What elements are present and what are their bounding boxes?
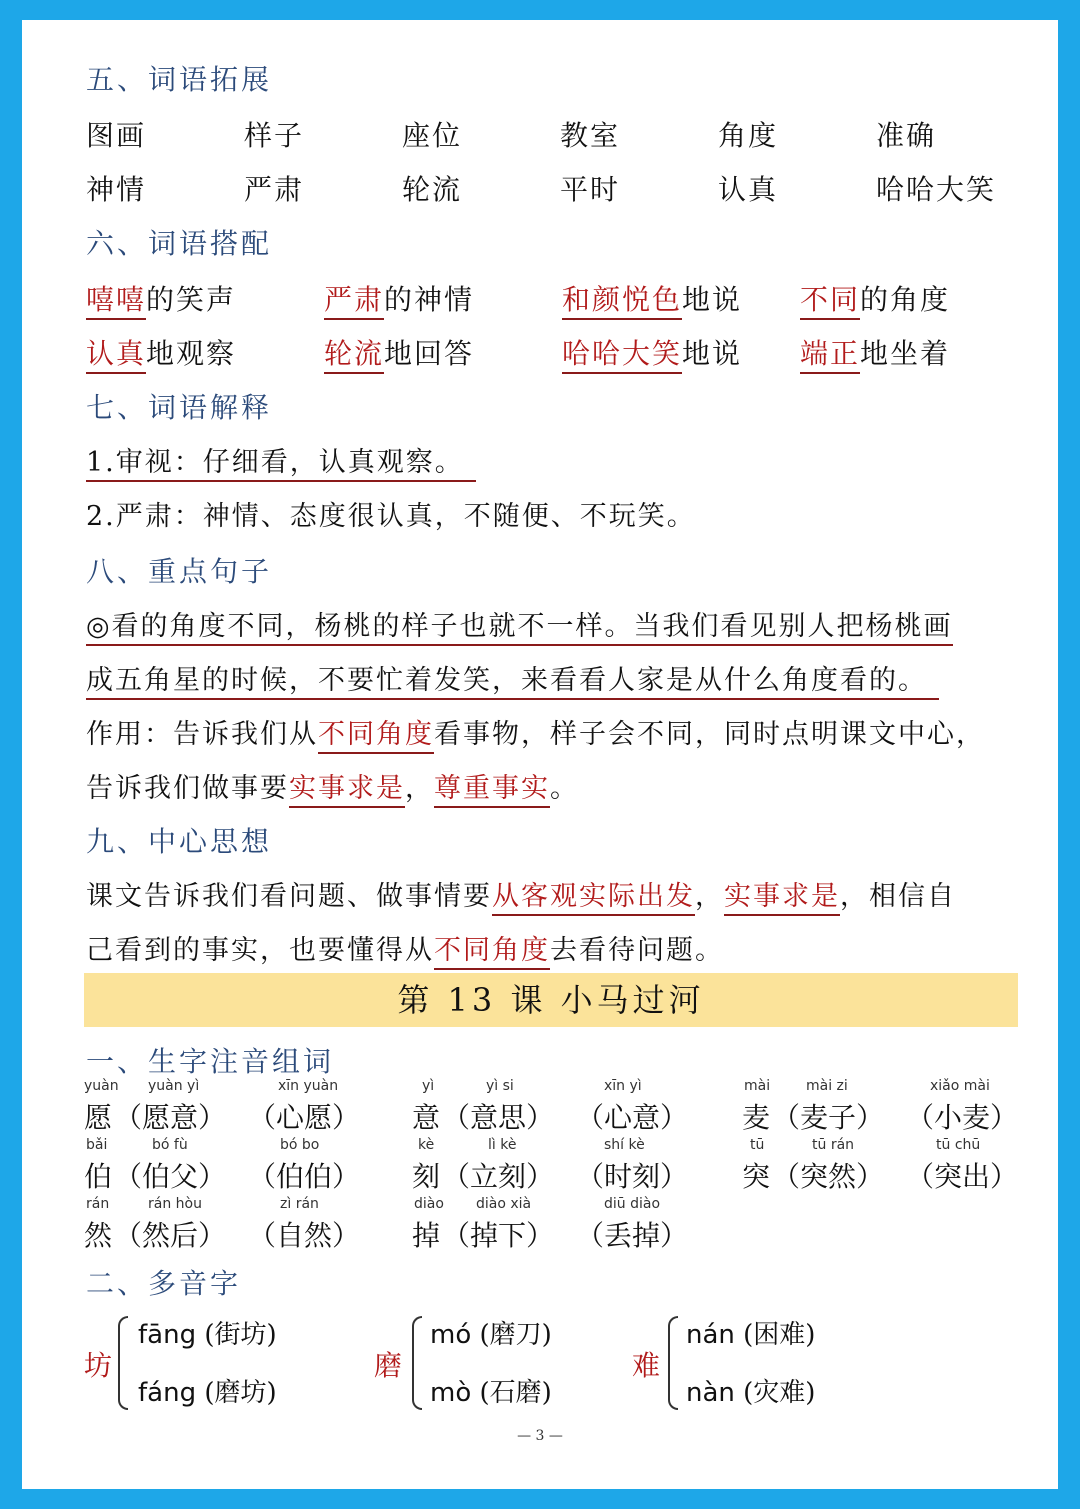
collocation-rest: 的角度 [860, 283, 951, 316]
word-pair: （立刻） [442, 1160, 555, 1193]
reading-pinyin: fáng [138, 1378, 197, 1408]
reading-word: (石磨) [479, 1378, 552, 1408]
polyphone-mo [374, 1312, 634, 1416]
pinyin: diào [414, 1196, 444, 1212]
definition-1 [86, 440, 476, 479]
collocation [562, 278, 742, 318]
collocation-rest: 地坐着 [860, 337, 951, 370]
collocation-key: 严肃 [324, 283, 384, 320]
word: 座位 [402, 119, 463, 152]
collocation-key: 和颜悦色 [562, 283, 682, 320]
word-1: 立刻 [470, 1160, 527, 1193]
effect-highlight: 不同角度 [318, 719, 434, 754]
key-sentence-line-2 [86, 658, 939, 697]
word: 严肃 [244, 173, 305, 206]
word-pair: （心意） [576, 1101, 689, 1134]
collocation [562, 332, 742, 372]
reading-2 [686, 1372, 815, 1409]
page-number: — 3 — [517, 1428, 563, 1444]
worksheet-page [22, 20, 1058, 1489]
word-2: 丢掉 [604, 1219, 661, 1252]
pinyin: xīn yuàn [278, 1078, 339, 1094]
pinyin: rán [86, 1196, 110, 1212]
collocation [86, 332, 236, 372]
polyphone-character: 磨 [374, 1349, 403, 1382]
pinyin: mài zi [806, 1078, 848, 1094]
definition-1-text: 1.审视：仔细看，认真观察。 [86, 447, 476, 482]
pinyin: lì kè [488, 1137, 517, 1153]
section-6-title: 六、词语搭配 [86, 227, 273, 260]
section-9-title: 九、中心思想 [86, 825, 273, 858]
pinyin: diào xià [476, 1196, 532, 1212]
polyphone-character: 难 [632, 1349, 661, 1382]
new-character: 掉 [412, 1219, 441, 1252]
pinyin: tū [750, 1137, 765, 1153]
pinyin: kè [418, 1137, 435, 1153]
reading-1 [686, 1314, 815, 1351]
effect-text: 作用：告诉我们从 [86, 719, 318, 750]
polyphone-character: 坊 [84, 1349, 113, 1382]
word-pair: （小麦） [906, 1101, 1019, 1134]
new-character: 愿 [84, 1101, 113, 1134]
pinyin: bó fù [152, 1137, 188, 1153]
brace-icon [412, 1316, 422, 1410]
collocation-key: 哈哈大笑 [562, 337, 682, 374]
key-sentence-line-1 [86, 604, 953, 643]
word-1: 意思 [470, 1101, 527, 1134]
word: 平时 [560, 173, 621, 206]
effect-text: 。 [550, 773, 579, 804]
collocation-key: 认真 [86, 337, 146, 374]
reading-word: (街坊) [204, 1320, 277, 1350]
main-idea-text: 去看待问题。 [550, 935, 724, 966]
pinyin: xiǎo mài [930, 1078, 990, 1094]
word-2: 小麦 [934, 1101, 991, 1134]
section-7-title: 七、词语解释 [86, 391, 273, 424]
reading-pinyin: fāng [138, 1320, 197, 1350]
reading-2 [430, 1372, 552, 1409]
reading-pinyin: nàn [686, 1378, 735, 1408]
collocation-key: 端正 [800, 337, 860, 374]
reading-word: (困难) [743, 1320, 816, 1350]
pinyin: yuàn [84, 1078, 119, 1094]
word-pair: （掉下） [442, 1219, 555, 1252]
reading-2 [138, 1372, 277, 1409]
pinyin: yuàn yì [148, 1078, 200, 1094]
pinyin: bó bo [280, 1137, 320, 1153]
word-pair: （心愿） [248, 1101, 361, 1134]
pinyin: bǎi [86, 1137, 108, 1153]
collocation-rest: 地回答 [384, 337, 475, 370]
collocation [86, 278, 236, 318]
word-1: 伯父 [142, 1160, 199, 1193]
collocation-rest: 的神情 [384, 283, 475, 316]
word-2: 心意 [604, 1101, 661, 1134]
word-pair: （麦子） [772, 1101, 885, 1134]
word-pair: （伯父） [114, 1160, 227, 1193]
word-1: 然后 [142, 1219, 199, 1252]
collocation-rest: 地说 [682, 337, 743, 370]
effect-line-2 [86, 766, 579, 805]
word-2: 时刻 [604, 1160, 661, 1193]
collocation-rest: 地观察 [146, 337, 237, 370]
collocation [800, 332, 950, 372]
reading-pinyin: mò [430, 1378, 472, 1408]
pinyin: rán hòu [148, 1196, 202, 1212]
effect-text: 看事物，样子会不同，同时点明课文中心， [434, 719, 985, 750]
pinyin: yì si [486, 1078, 514, 1094]
main-idea-highlight: 从客观实际出发 [492, 881, 695, 916]
collocation [324, 278, 474, 318]
word-pair: （然后） [114, 1219, 227, 1252]
collocation-rest: 的笑声 [146, 283, 237, 316]
collocation-key: 轮流 [324, 337, 384, 374]
reading-pinyin: mó [430, 1320, 472, 1350]
polyphone-nan [632, 1312, 892, 1416]
reading-word: (灾难) [743, 1378, 816, 1408]
pinyin: yì [422, 1078, 435, 1094]
word-pair: （突出） [906, 1160, 1019, 1193]
reading-word: (磨坊) [204, 1378, 277, 1408]
pinyin: tū rán [812, 1137, 855, 1153]
section-5-title: 五、词语拓展 [86, 63, 273, 96]
new-character: 伯 [84, 1160, 113, 1193]
word-pair: （自然） [248, 1219, 361, 1252]
main-idea-line-2 [86, 928, 724, 967]
word-pair: （伯伯） [248, 1160, 361, 1193]
duoyin-title: 二、多音字 [86, 1267, 242, 1300]
definition-2: 2.严肃：神情、态度很认真，不随便、不玩笑。 [86, 501, 696, 532]
collocation-rest: 地说 [682, 283, 743, 316]
effect-line-1 [86, 712, 985, 751]
reading-word: (磨刀) [479, 1320, 552, 1350]
word-1: 掉下 [470, 1219, 527, 1252]
word-pair: （丢掉） [576, 1219, 689, 1252]
word-1: 麦子 [800, 1101, 857, 1134]
word-pair: （愿意） [114, 1101, 227, 1134]
word-2: 自然 [276, 1219, 333, 1252]
new-character: 突 [742, 1160, 771, 1193]
collocation-key: 不同 [800, 283, 860, 320]
word: 哈哈大笑 [876, 173, 997, 206]
reading-1 [138, 1314, 277, 1351]
pinyin: diū diào [604, 1196, 661, 1212]
key-sentence-text-1: ◎看的角度不同，杨桃的样子也就不一样。当我们看见别人把杨桃画 [86, 611, 953, 646]
pinyin: shí kè [604, 1137, 645, 1153]
word: 样子 [244, 119, 305, 152]
collocation [324, 332, 474, 372]
key-sentence-text-2: 成五角星的时候，不要忙着发笑，来看看人家是从什么角度看的。 [86, 665, 939, 700]
word-pair: （意思） [442, 1101, 555, 1134]
new-character: 意 [412, 1101, 441, 1134]
word: 认真 [718, 173, 779, 206]
lesson-title-banner: 第 13 课 小马过河 [84, 973, 1018, 1027]
main-idea-text: ，相信自 [840, 881, 956, 912]
effect-text: 告诉我们做事要 [86, 773, 289, 804]
word: 神情 [86, 173, 147, 206]
effect-highlight: 尊重事实 [434, 773, 550, 808]
main-idea-text: 课文告诉我们看问题、做事情要 [86, 881, 492, 912]
pinyin: xīn yì [604, 1078, 642, 1094]
pinyin: zì rán [280, 1196, 319, 1212]
brace-icon [668, 1316, 678, 1410]
word-1: 愿意 [142, 1101, 199, 1134]
main-idea-line-1 [86, 874, 956, 913]
word: 轮流 [402, 173, 463, 206]
new-character: 刻 [412, 1160, 441, 1193]
word-pair: （时刻） [576, 1160, 689, 1193]
word: 图画 [86, 119, 147, 152]
main-idea-text: 己看到的事实，也要懂得从 [86, 935, 434, 966]
main-idea-highlight: 实事求是 [724, 881, 840, 916]
section-8-title: 八、重点句子 [86, 555, 273, 588]
word: 准确 [876, 119, 937, 152]
word-1: 突然 [800, 1160, 857, 1193]
shengzi-title: 一、生字注音组词 [86, 1045, 335, 1078]
word-2: 伯伯 [276, 1160, 333, 1193]
brace-icon [118, 1316, 128, 1410]
main-idea-text: ， [695, 881, 724, 912]
word: 角度 [718, 119, 779, 152]
collocation-key: 嘻嘻 [86, 283, 146, 320]
word-2: 突出 [934, 1160, 991, 1193]
collocation [800, 278, 950, 318]
reading-pinyin: nán [686, 1320, 735, 1350]
effect-highlight: 实事求是 [289, 773, 405, 808]
effect-text: ， [405, 773, 434, 804]
word-2: 心愿 [276, 1101, 333, 1134]
reading-1 [430, 1314, 552, 1351]
word-pair: （突然） [772, 1160, 885, 1193]
new-character: 麦 [742, 1101, 771, 1134]
main-idea-highlight: 不同角度 [434, 935, 550, 970]
new-character: 然 [84, 1219, 113, 1252]
pinyin: mài [744, 1078, 771, 1094]
word: 教室 [560, 119, 621, 152]
polyphone-fang [84, 1312, 344, 1416]
pinyin: tū chū [936, 1137, 981, 1153]
